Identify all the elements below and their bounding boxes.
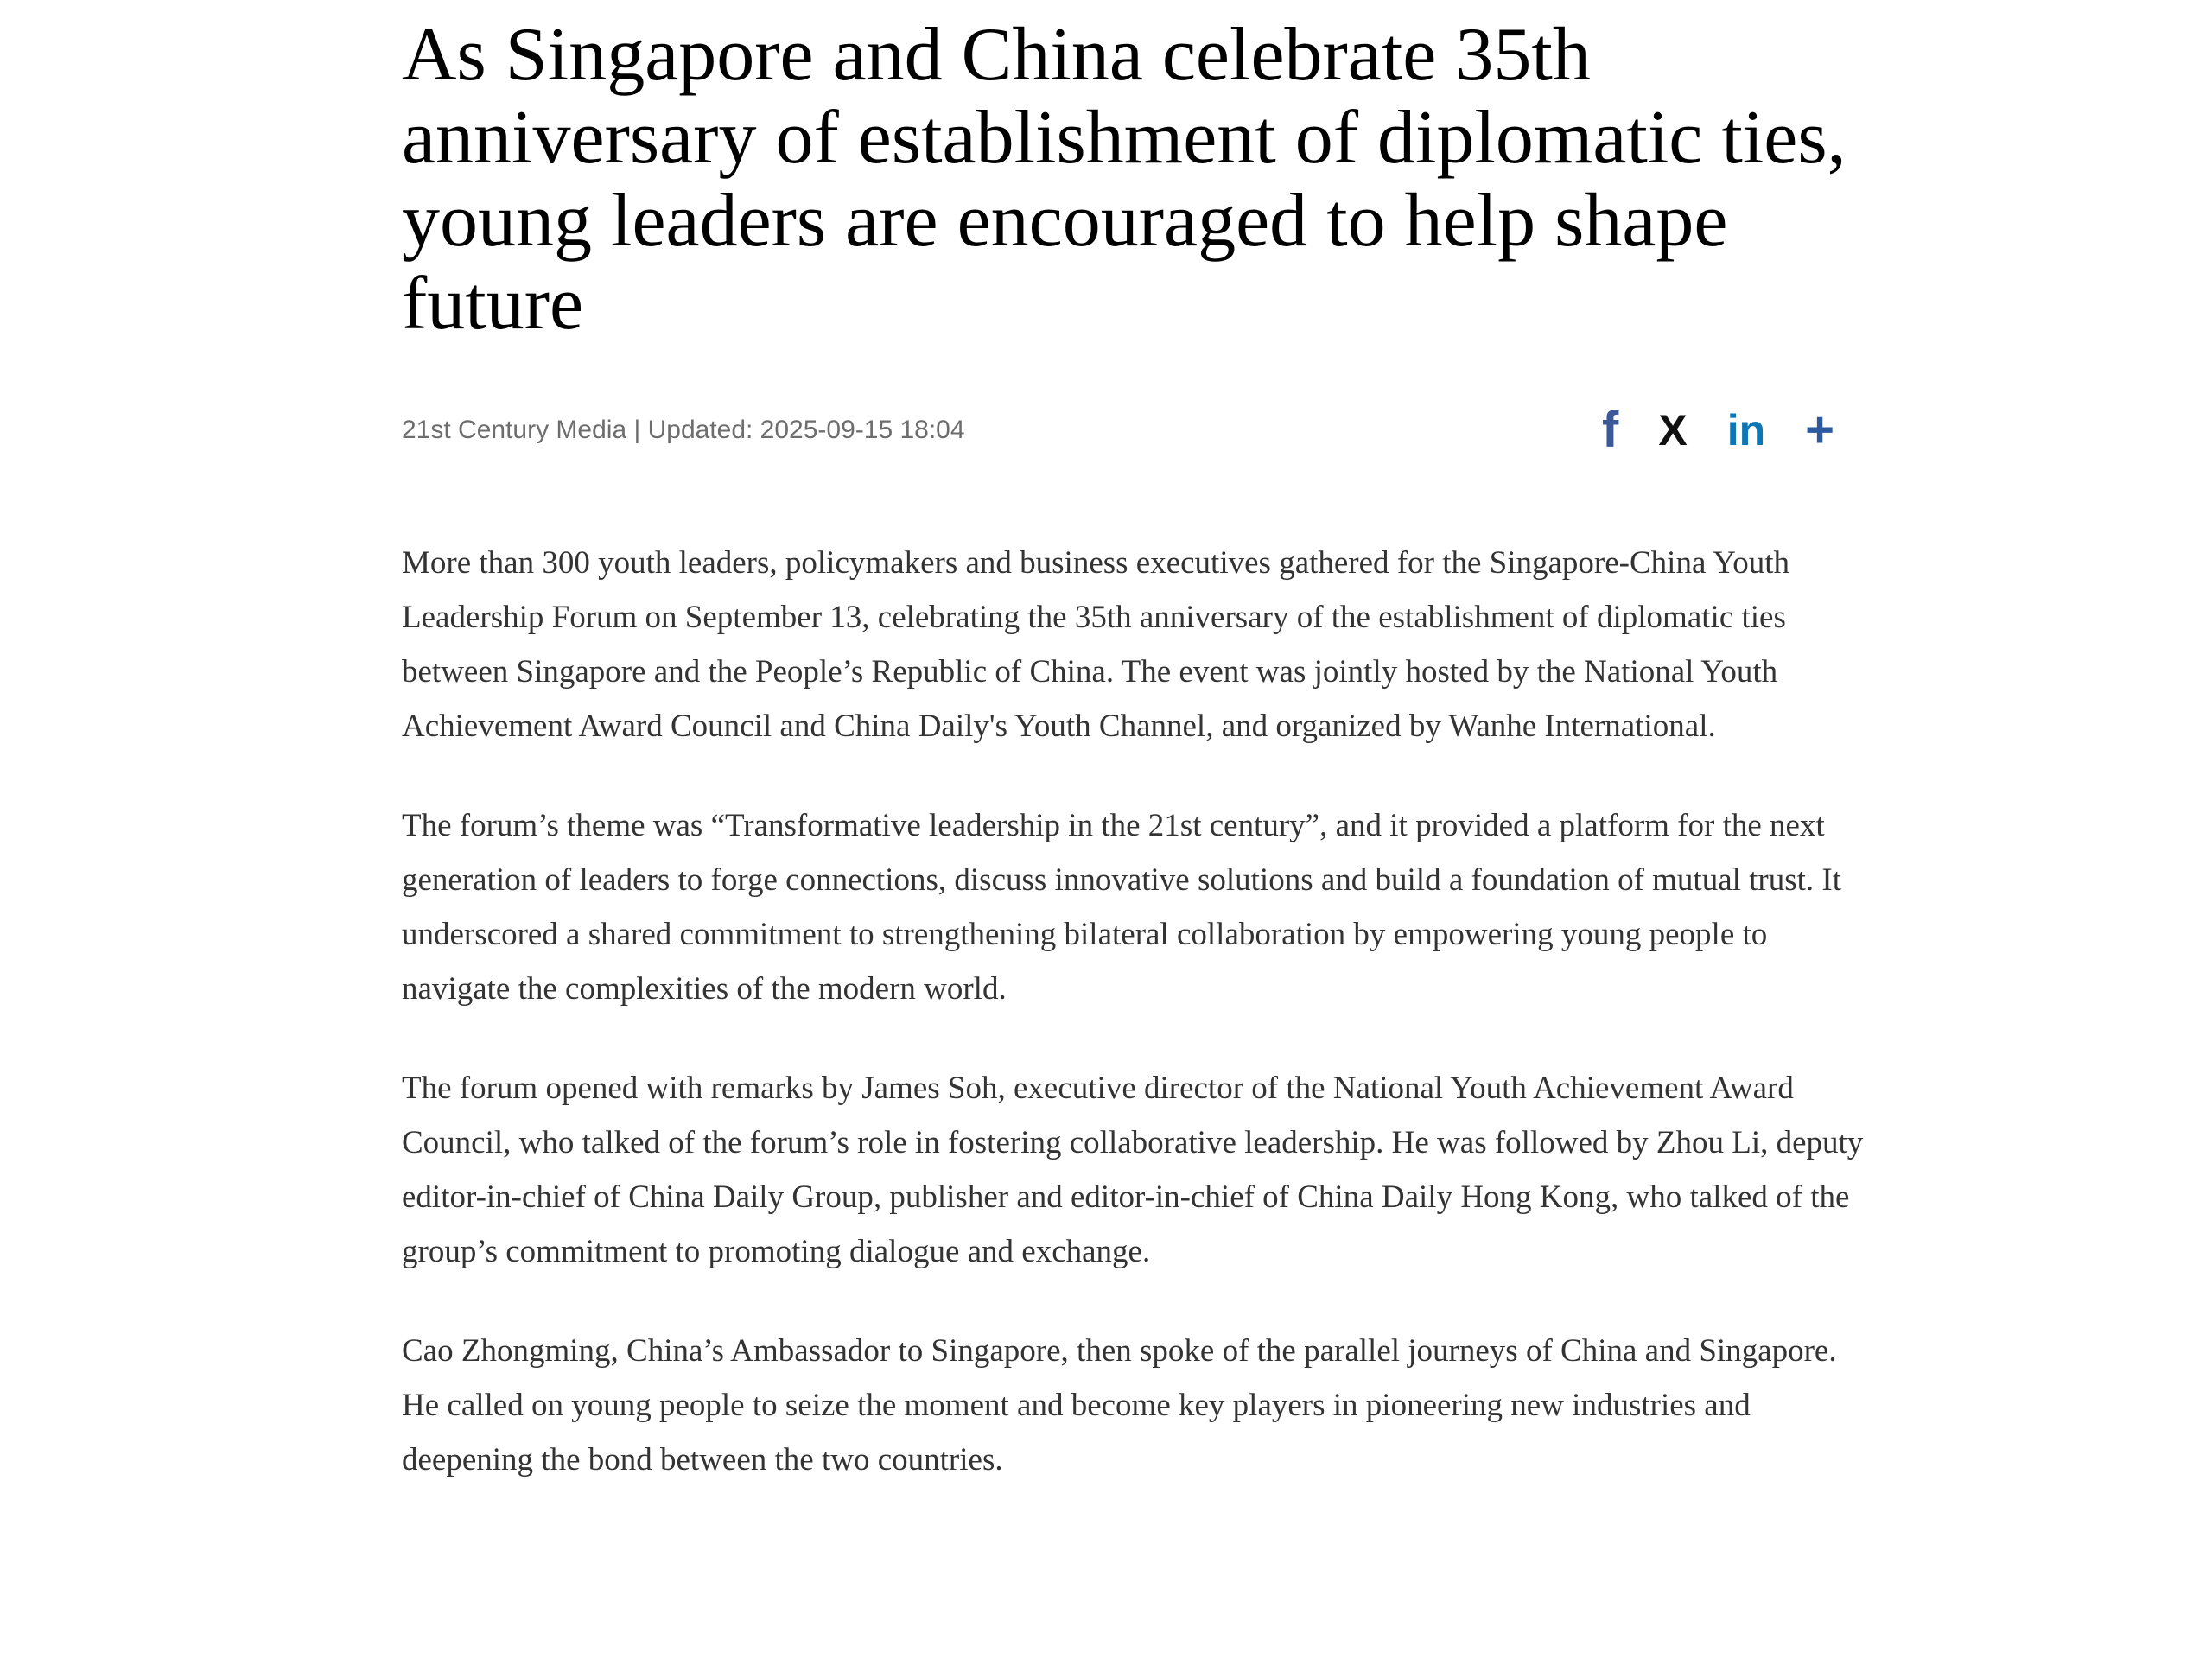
linkedin-share-icon[interactable]: in <box>1726 406 1766 454</box>
article-paragraph: Cao Zhongming, China’s Ambassador to Singapore, then spoke of the parallel journeys of China and Singapore. He called on young people to seize the moment and become key players in pioneering new industries and deepening the bond between the two countries. <box>402 1333 1837 1478</box>
article-paragraph: The forum opened with remarks by James Soh, executive director of the National Youth Achievement Award Council, who talked of the forum’s role in fostering collaborative leadership. He was followed by Zhou Li, deputy editor-in-chief of China Daily Group, publisher and editor-in-chief of China Daily Hong Kong, who talked of the group’s commitment to promoting dialogue and exchange. <box>402 1071 1864 1269</box>
article-body <box>402 536 1864 1487</box>
byline-text: 21st Century Media | Updated: 2025-09-15 18:04 <box>402 416 965 444</box>
share-bar <box>1602 402 1834 458</box>
x-share-icon[interactable]: X <box>1658 406 1688 454</box>
facebook-share-icon[interactable]: f <box>1602 402 1619 458</box>
article-paragraph: More than 300 youth leaders, policymakers and business executives gathered for the Singapore-China Youth Leadership Forum on September 13, celebrating the 35th anniversary of the establishment of diplomatic ties between Singapore and the People’s Republic of China. The event was jointly hosted by the National Youth Achievement Award Council and China Daily's Youth Channel, and organized by Wanhe International. <box>402 545 1790 744</box>
article-headline: As Singapore and China celebrate 35th anniversary of establishment of diplomatic ties, young leaders are encouraged to help shape future <box>402 13 1847 346</box>
article-page <box>402 0 1864 1532</box>
article-paragraph: The forum’s theme was “Transformative leadership in the 21st century”, and it provided a platform for the next generation of leaders to forge connections, discuss innovative solutions and build a foundation of mutual trust. It underscored a shared commitment to strengthening bilateral collaboration by empowering young people to navigate the complexities of the modern world. <box>402 808 1842 1007</box>
more-share-icon[interactable]: + <box>1805 402 1834 458</box>
byline-row <box>402 402 1864 458</box>
